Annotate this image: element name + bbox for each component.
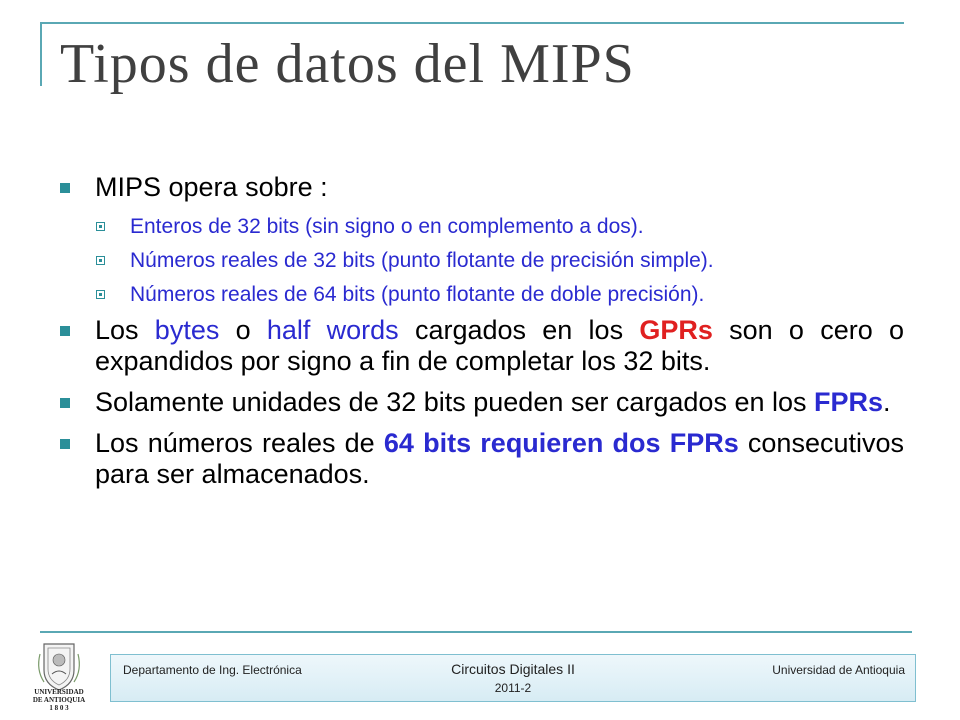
sub-bullet-reales-64 bbox=[60, 281, 904, 308]
square-bullet-icon bbox=[60, 439, 70, 449]
hollow-square-bullet-icon bbox=[96, 256, 105, 265]
text-part: Los bbox=[95, 315, 155, 345]
bullet-text: MIPS opera sobre : bbox=[95, 172, 328, 202]
text-part: son o cero o expandidos por signo a fin de completar los 32 bits. bbox=[95, 315, 904, 376]
text-part: . bbox=[883, 387, 891, 417]
hollow-square-bullet-icon bbox=[96, 222, 105, 231]
term-64-bits-fprs: 64 bits requieren dos FPRs bbox=[383, 428, 739, 458]
footer-bar bbox=[110, 654, 916, 702]
sub-bullet-text: Números reales de 32 bits (punto flotante de precisión simple). bbox=[130, 249, 714, 272]
footer-university: Universidad de Antioquia bbox=[772, 663, 905, 677]
text-part: Solamente unidades de 32 bits pueden ser cargados en los bbox=[95, 387, 814, 417]
term-half-words: half words bbox=[266, 315, 399, 345]
square-bullet-icon bbox=[60, 326, 70, 336]
text-part: consecutivos para ser almacenados. bbox=[95, 428, 904, 489]
bottom-rule bbox=[40, 631, 912, 633]
square-bullet-icon bbox=[60, 183, 70, 193]
text-part: Los números reales de bbox=[95, 428, 384, 458]
text-part: o bbox=[219, 315, 267, 345]
bullet-solamente-unidades bbox=[60, 387, 904, 418]
logo-line: 1 8 0 3 bbox=[49, 704, 69, 712]
term-bytes: bytes bbox=[154, 315, 220, 345]
text-part: cargados en los bbox=[398, 315, 640, 345]
bullet-mips-opera bbox=[60, 172, 904, 203]
logo-line: DE ANTIOQUIA bbox=[32, 696, 86, 704]
footer-department: Departamento de Ing. Electrónica bbox=[123, 663, 302, 677]
top-rule bbox=[40, 22, 904, 24]
sub-bullet-text: Enteros de 32 bits (sin signo o en complemento a dos). bbox=[130, 215, 644, 238]
left-rule bbox=[40, 22, 42, 86]
term-gprs: GPRs bbox=[639, 315, 713, 345]
hollow-square-bullet-icon bbox=[96, 290, 105, 299]
footer-semester: 2011-2 bbox=[494, 681, 532, 695]
bullet-numeros-64 bbox=[60, 428, 904, 490]
slide-title: Tipos de datos del MIPS bbox=[60, 33, 635, 95]
bullet-bytes-half-words bbox=[60, 315, 904, 377]
sub-bullet-text: Números reales de 64 bits (punto flotante de doble precisión). bbox=[130, 283, 705, 306]
slide-content bbox=[60, 172, 904, 500]
sub-list bbox=[60, 213, 904, 308]
footer-course: Circuitos Digitales II bbox=[451, 661, 575, 677]
term-fprs: FPRs bbox=[814, 387, 884, 417]
university-logo-text bbox=[28, 688, 90, 712]
square-bullet-icon bbox=[60, 398, 70, 408]
sub-bullet-enteros bbox=[60, 213, 904, 240]
sub-bullet-reales-32 bbox=[60, 247, 904, 274]
logo-line: UNIVERSIDAD bbox=[34, 688, 84, 696]
